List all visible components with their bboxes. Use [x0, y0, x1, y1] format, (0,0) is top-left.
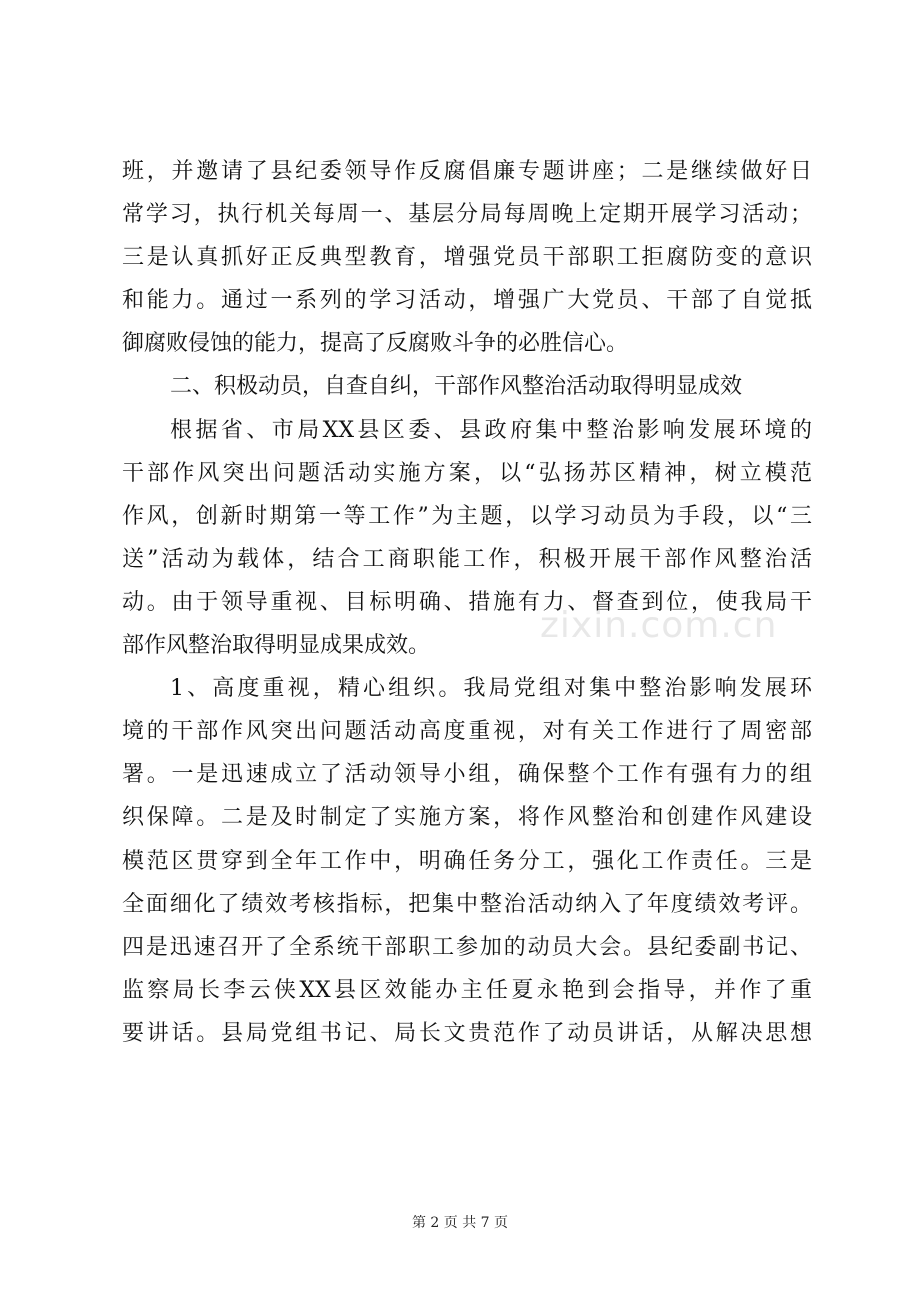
text-line: 1、高度重视，精心组织。我局党组对集中整治影响发展环 [170, 676, 812, 702]
watermark: zixin.com.cn [540, 605, 778, 646]
text-line: 署。一是迅速成立了活动领导小组，确保整个工作有强有力的组 [122, 762, 812, 788]
text-line: 全面细化了绩效考核指标，把集中整治活动纳入了年度绩效考评。 [122, 891, 812, 917]
text-line: 根据省、市局XX县区委、县政府集中整治影响发展环境的 [170, 417, 812, 443]
text-line: 四是迅速召开了全系统干部职工参加的动员大会。县纪委副书记、 [122, 934, 812, 960]
text-line: 监察局长李云侠XX县区效能办主任夏永艳到会指导，并作了重 [122, 977, 812, 1003]
text-line: 和能力。通过一系列的学习活动，增强广大党员、干部了自觉抵 [122, 288, 812, 314]
document-body [122, 150, 812, 1055]
text-line: 动。由于领导重视、目标明确、措施有力、督查到位，使我局干 [122, 589, 812, 615]
text-line: 常学习，执行机关每周一、基层分局每周晚上定期开展学习活动； [122, 202, 812, 228]
text-line: 织保障。二是及时制定了实施方案，将作风整治和创建作风建设 [122, 805, 812, 831]
text-line: 三是认真抓好正反典型教育，增强党员干部职工拒腐防变的意识 [122, 245, 812, 271]
text-line: 御腐败侵蚀的能力，提高了反腐败斗争的必胜信心。 [122, 331, 629, 357]
text-line: 送”活动为载体，结合工商职能工作，积极开展干部作风整治活 [122, 546, 812, 572]
text-line: 干部作风突出问题活动实施方案，以“弘扬苏区精神，树立模范 [122, 460, 812, 486]
text-line: 作风，创新时期第一等工作”为主题，以学习动员为手段，以“三 [122, 503, 812, 529]
text-line: 要讲话。县局党组书记、局长文贵范作了动员讲话，从解决思想 [122, 1020, 812, 1046]
text-line: 班，并邀请了县纪委领导作反腐倡廉专题讲座；二是继续做好日 [122, 159, 812, 184]
section-heading: 二、积极动员，自查自纠，干部作风整治活动取得明显成效 [170, 374, 743, 400]
text-line: 模范区贯穿到全年工作中，明确任务分工，强化工作责任。三是 [122, 848, 812, 874]
text-line: 境的干部作风突出问题活动高度重视，对有关工作进行了周密部 [122, 719, 812, 745]
page-number-footer: 第 2 页 共 7 页 [411, 1215, 509, 1231]
text-line: 部作风整治取得明显成果成效。 [122, 633, 431, 659]
